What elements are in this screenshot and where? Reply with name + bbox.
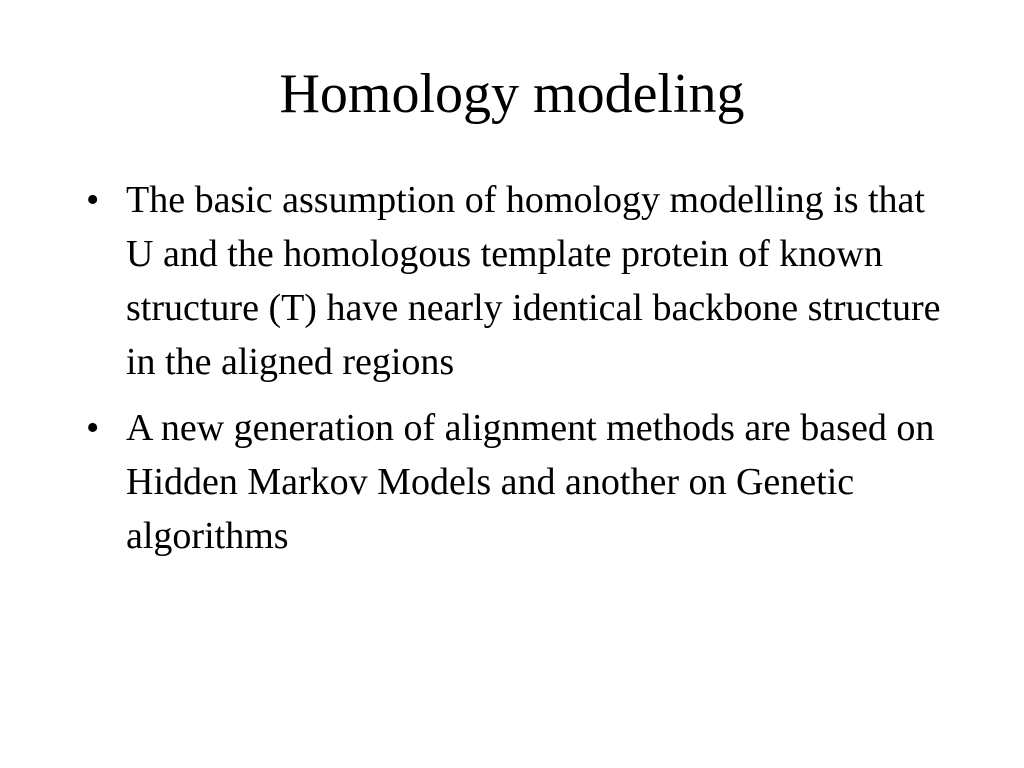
bullet-list — [86, 173, 946, 575]
bullet-text: The basic assumption of homology modelling is that U and the homologous template protein of known structure (T) have nearly identical backbone structure in the aligned regions — [126, 179, 941, 383]
bullet-point-icon: • — [86, 179, 100, 221]
bullet-item-assumption — [86, 173, 946, 389]
bullet-item-alignment-methods — [86, 401, 946, 563]
bullet-point-icon: • — [86, 407, 100, 449]
bullet-text: A new generation of alignment methods are based on Hidden Markov Models and another on Genetic algorithms — [126, 407, 935, 557]
slide-title: Homology modeling — [279, 63, 745, 125]
